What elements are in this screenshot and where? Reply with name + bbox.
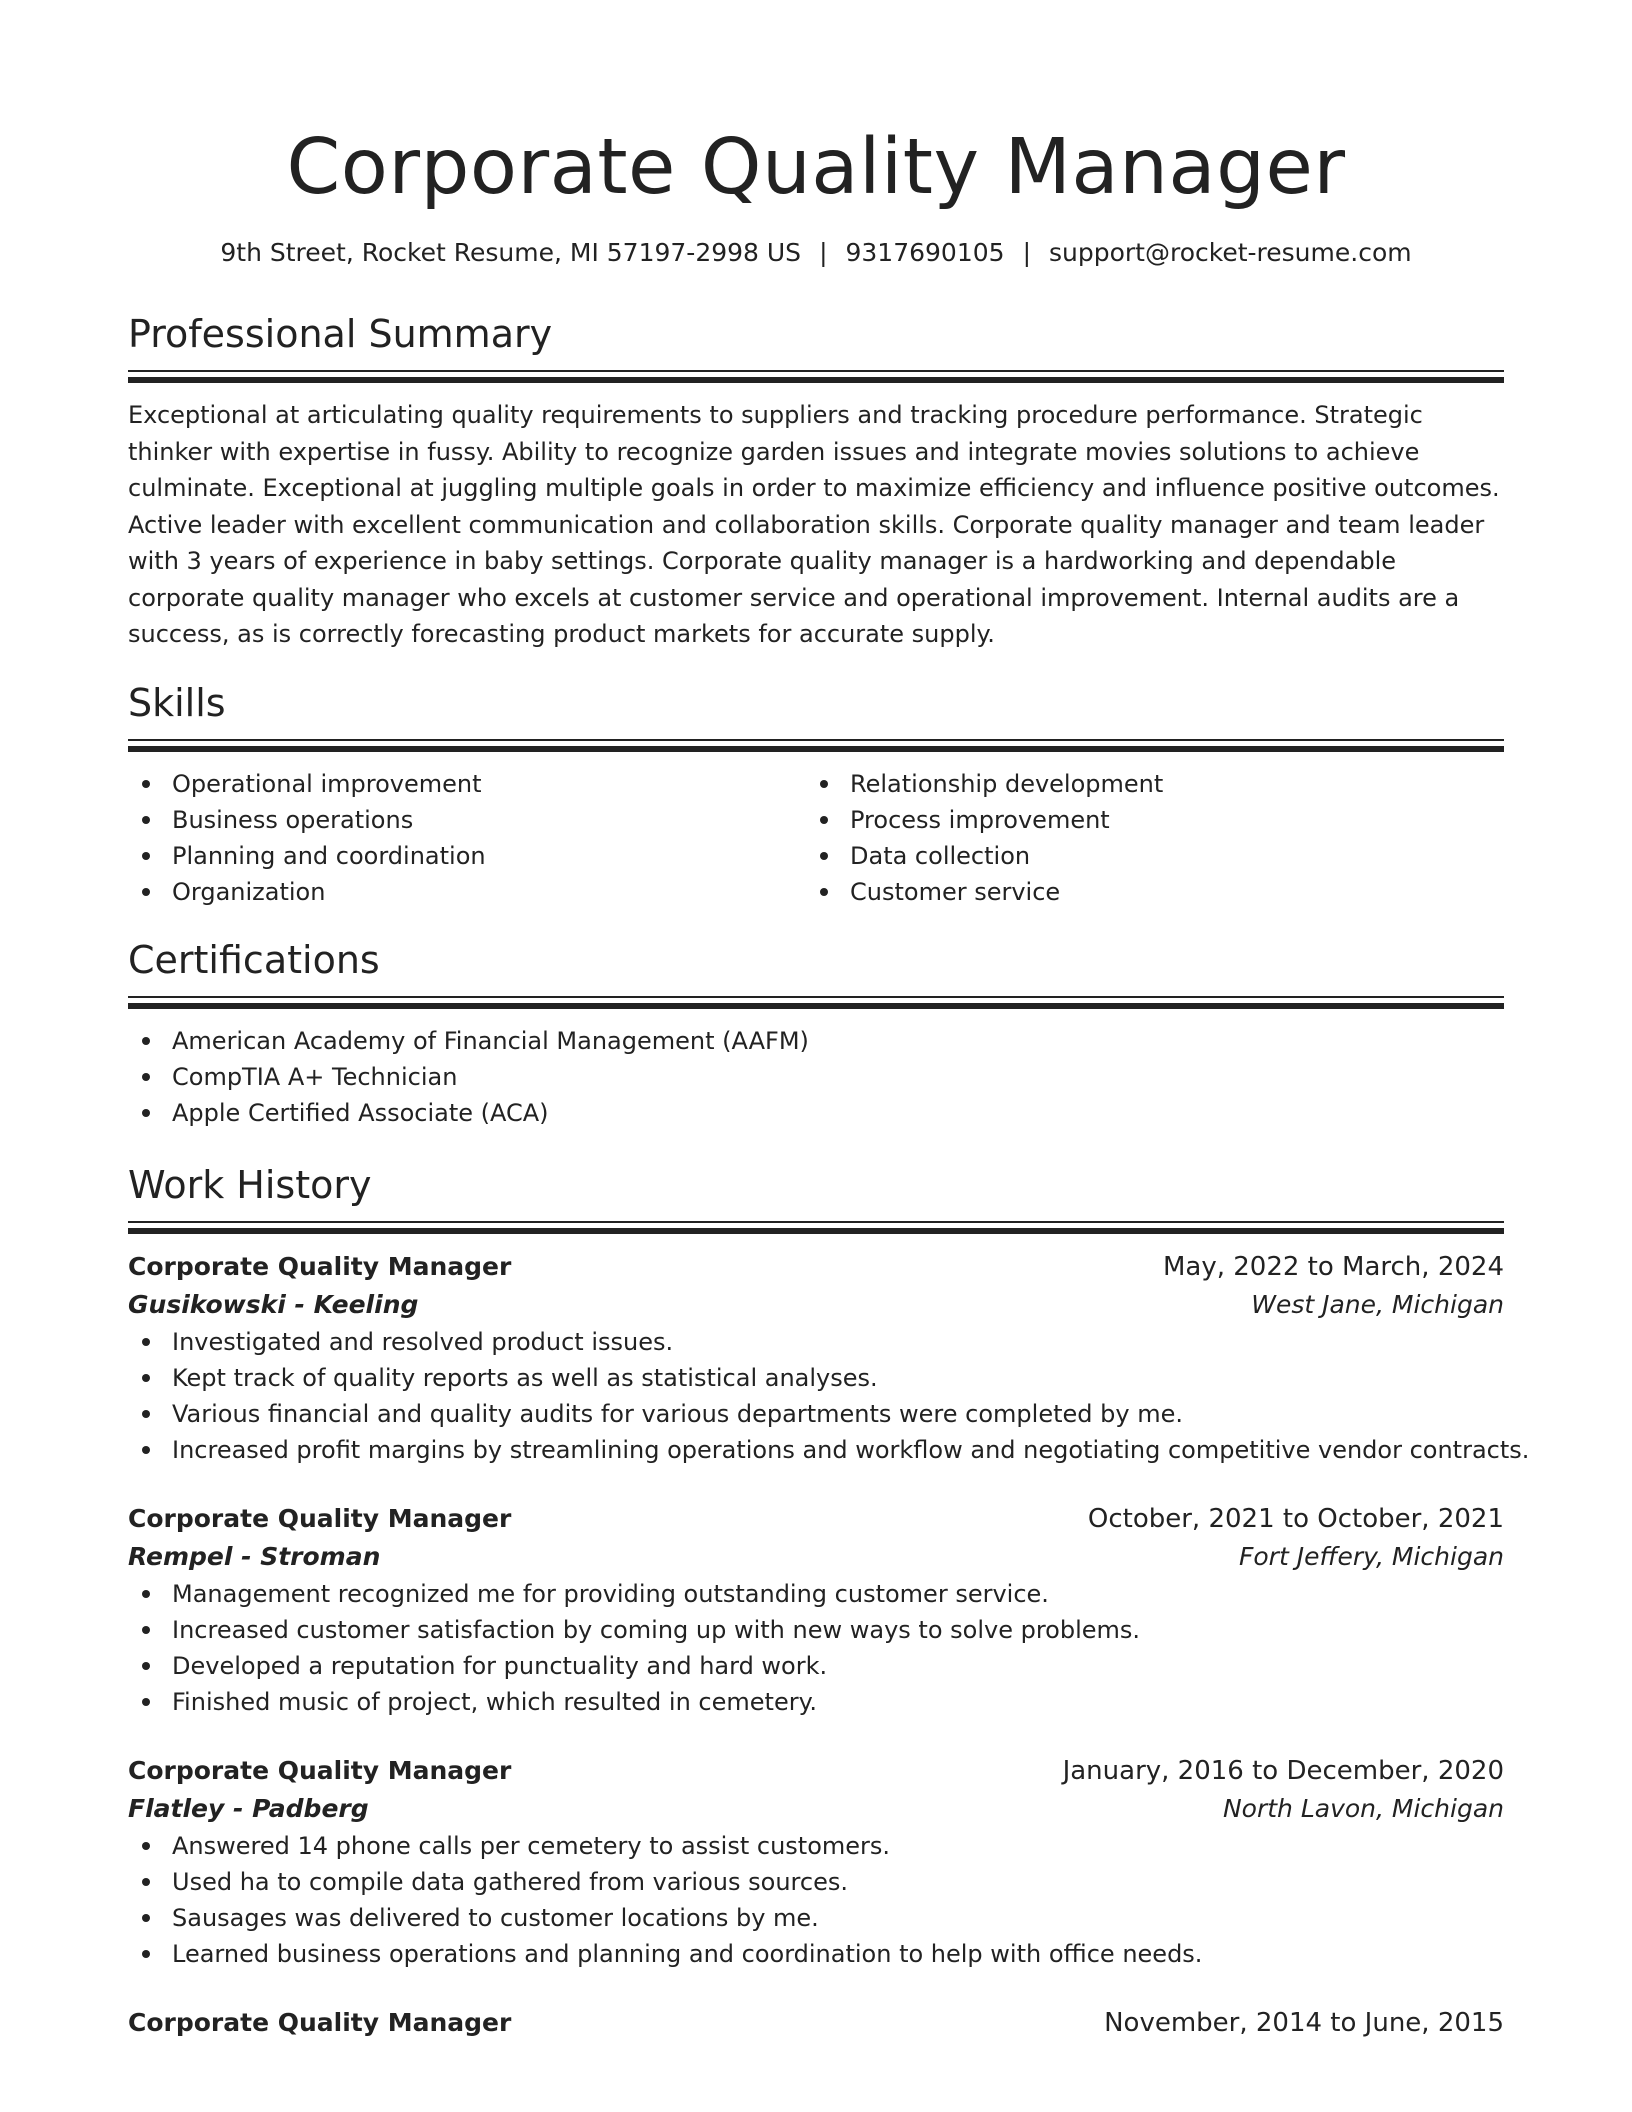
- list-item: [806, 802, 1484, 838]
- job-location: Fort Jeffery, Michigan: [1239, 1541, 1504, 1571]
- contact-line: [128, 236, 1504, 270]
- skill-label: Relationship development: [850, 769, 1164, 798]
- bullet-icon: [142, 1109, 150, 1117]
- bullet-icon: [820, 888, 828, 896]
- list-item: [128, 1828, 1504, 1864]
- job-header: [128, 2004, 1504, 2042]
- list-item: [128, 1900, 1504, 1936]
- job-company: Flatley - Padberg: [128, 1793, 369, 1823]
- job-location: North Lavon, Michigan: [1222, 1793, 1504, 1823]
- bullet-icon: [142, 1662, 150, 1670]
- skills-list-left: [128, 766, 806, 910]
- bullet-icon: [820, 852, 828, 860]
- job-bullets: [128, 1324, 1530, 1468]
- section-divider: [128, 996, 1504, 998]
- work-history-heading: Work History: [128, 1162, 372, 1207]
- contact-email[interactable]: support@rocket-resume.com: [1049, 238, 1412, 267]
- section-divider: [128, 377, 1504, 383]
- bullet-icon: [142, 1374, 150, 1382]
- job-bullet-text: Sausages was delivered to customer locations by me.: [172, 1903, 819, 1932]
- job-bullet-text: Increased customer satisfaction by coming up with new ways to solve problems.: [172, 1615, 1141, 1644]
- job-dates: January, 2016 to December, 2020: [1062, 1755, 1504, 1786]
- section-divider: [128, 739, 1504, 741]
- contact-phone[interactable]: 9317690105: [845, 238, 1005, 267]
- skill-label: Operational improvement: [172, 769, 482, 798]
- bullet-icon: [142, 1878, 150, 1886]
- list-item: [128, 1612, 1504, 1648]
- certification-label: Apple Certified Associate (ACA): [172, 1098, 549, 1127]
- certifications-heading: Certifications: [128, 937, 380, 982]
- list-item: [128, 1936, 1504, 1972]
- job-title: Corporate Quality Manager: [128, 1503, 512, 1533]
- list-item: [128, 1432, 1530, 1468]
- job-bullets: [128, 1828, 1504, 1972]
- bullet-icon: [142, 852, 150, 860]
- skills-section: [128, 679, 1504, 910]
- summary-heading: Professional Summary: [128, 312, 553, 356]
- bullet-icon: [142, 888, 150, 896]
- list-item: [806, 766, 1484, 802]
- job-title: Corporate Quality Manager: [128, 1755, 512, 1785]
- bullet-icon: [142, 816, 150, 824]
- skill-label: Planning and coordination: [172, 841, 486, 870]
- list-item: [128, 1059, 1504, 1095]
- skills-list-right: [806, 766, 1484, 910]
- job-entry: [128, 2004, 1504, 2042]
- job-title: Corporate Quality Manager: [128, 2007, 512, 2037]
- skill-label: Data collection: [850, 841, 1031, 870]
- certification-label: CompTIA A+ Technician: [172, 1062, 458, 1091]
- skill-label: Organization: [172, 877, 326, 906]
- job-bullet-text: Investigated and resolved product issues.: [172, 1327, 674, 1356]
- bullet-icon: [142, 1914, 150, 1922]
- bullet-icon: [142, 1950, 150, 1958]
- certification-label: American Academy of Financial Management (AAFM): [172, 1026, 809, 1055]
- job-bullet-text: Management recognized me for providing outstanding customer service.: [172, 1579, 1049, 1608]
- list-item: [128, 1360, 1504, 1396]
- bullet-icon: [142, 1842, 150, 1850]
- skill-label: Customer service: [850, 877, 1061, 906]
- job-entry: [128, 1752, 1504, 1972]
- section-divider: [128, 370, 1504, 372]
- bullet-icon: [142, 1037, 150, 1045]
- list-item: [806, 838, 1484, 874]
- section-divider: [128, 1228, 1504, 1234]
- job-header: [128, 1248, 1504, 1286]
- job-bullet-text: Kept track of quality reports as well as statistical analyses.: [172, 1363, 878, 1392]
- skill-label: Process improvement: [850, 805, 1110, 834]
- bullet-icon: [142, 1698, 150, 1706]
- section-divider: [128, 746, 1504, 752]
- job-bullet-text: Various financial and quality audits for various departments were completed by me.: [172, 1399, 1183, 1428]
- list-item: [128, 1324, 1504, 1360]
- bullet-icon: [142, 780, 150, 788]
- work-history-section: [128, 1161, 1530, 2042]
- list-item: [128, 1864, 1504, 1900]
- job-company: Rempel - Stroman: [128, 1541, 381, 1571]
- list-item: [128, 766, 806, 802]
- contact-separator: |: [819, 238, 828, 267]
- job-bullet-text: Used ha to compile data gathered from various sources.: [172, 1867, 848, 1896]
- list-item: [128, 1684, 1504, 1720]
- list-item: [128, 1576, 1504, 1612]
- job-bullet-text: Finished music of project, which resulted in cemetery.: [172, 1687, 817, 1716]
- job-dates: November, 2014 to June, 2015: [1104, 2007, 1504, 2038]
- job-entry: [128, 1248, 1530, 1468]
- section-divider: [128, 1003, 1504, 1009]
- bullet-icon: [142, 1073, 150, 1081]
- contact-separator: |: [1022, 238, 1031, 267]
- bullet-icon: [820, 780, 828, 788]
- bullet-icon: [142, 1626, 150, 1634]
- section-divider: [128, 1221, 1504, 1223]
- job-location: West Jane, Michigan: [1251, 1289, 1504, 1319]
- skills-grid: [128, 766, 1504, 910]
- list-item: [128, 1396, 1504, 1432]
- bullet-icon: [142, 1590, 150, 1598]
- certifications-section: [128, 936, 1504, 1131]
- job-header: [128, 1752, 1504, 1790]
- list-item: [806, 874, 1484, 910]
- job-subheader: [128, 1538, 1504, 1576]
- job-subheader: [128, 1286, 1504, 1324]
- skills-heading: Skills: [128, 680, 226, 725]
- resume-name: Corporate Quality Manager: [286, 123, 1346, 212]
- job-bullet-text: Increased profit margins by streamlining operations and workflow and negotiating competitive vendor contracts.: [172, 1435, 1530, 1464]
- list-item: [128, 874, 806, 910]
- job-bullets: [128, 1576, 1504, 1720]
- list-item: [128, 1023, 1504, 1059]
- list-item: [128, 802, 806, 838]
- summary-section: [128, 310, 1504, 653]
- job-bullet-text: Developed a reputation for punctuality and hard work.: [172, 1651, 828, 1680]
- contact-address: 9th Street, Rocket Resume, MI 57197-2998 US: [220, 238, 802, 267]
- job-dates: October, 2021 to October, 2021: [1087, 1503, 1504, 1534]
- bullet-icon: [142, 1446, 150, 1454]
- job-dates: May, 2022 to March, 2024: [1162, 1251, 1504, 1282]
- bullet-icon: [820, 816, 828, 824]
- job-bullet-text: Learned business operations and planning and coordination to help with office needs.: [172, 1939, 1203, 1968]
- job-company: Gusikowski - Keeling: [128, 1289, 419, 1319]
- bullet-icon: [142, 1410, 150, 1418]
- resume-page: [128, 0, 1530, 2042]
- summary-text: Exceptional at articulating quality requirements to suppliers and tracking procedure performance. Strategic thinker with expertise in fussy. Ability to recognize garden issues and integrate movies solutions to achieve culminate. Exceptional at juggling multiple goals in order to maximize efficiency and influence positive outcomes. Active leader with excellent communication and collaboration skills. Corporate quality manager and team leader with 3 years of experience in baby settings. Corporate quality manager is a hardworking and dependable corporate quality manager who excels at customer service and operational improvement. Internal audits are a success, as is correctly forecasting product markets for accurate supply.: [128, 401, 1500, 648]
- certifications-list: [128, 1023, 1504, 1131]
- job-header: [128, 1500, 1504, 1538]
- job-bullet-text: Answered 14 phone calls per cemetery to assist customers.: [172, 1831, 891, 1860]
- list-item: [128, 1095, 1504, 1131]
- list-item: [128, 838, 806, 874]
- skill-label: Business operations: [172, 805, 414, 834]
- job-subheader: [128, 1790, 1504, 1828]
- list-item: [128, 1648, 1504, 1684]
- job-entry: [128, 1500, 1504, 1720]
- bullet-icon: [142, 1338, 150, 1346]
- job-title: Corporate Quality Manager: [128, 1251, 512, 1281]
